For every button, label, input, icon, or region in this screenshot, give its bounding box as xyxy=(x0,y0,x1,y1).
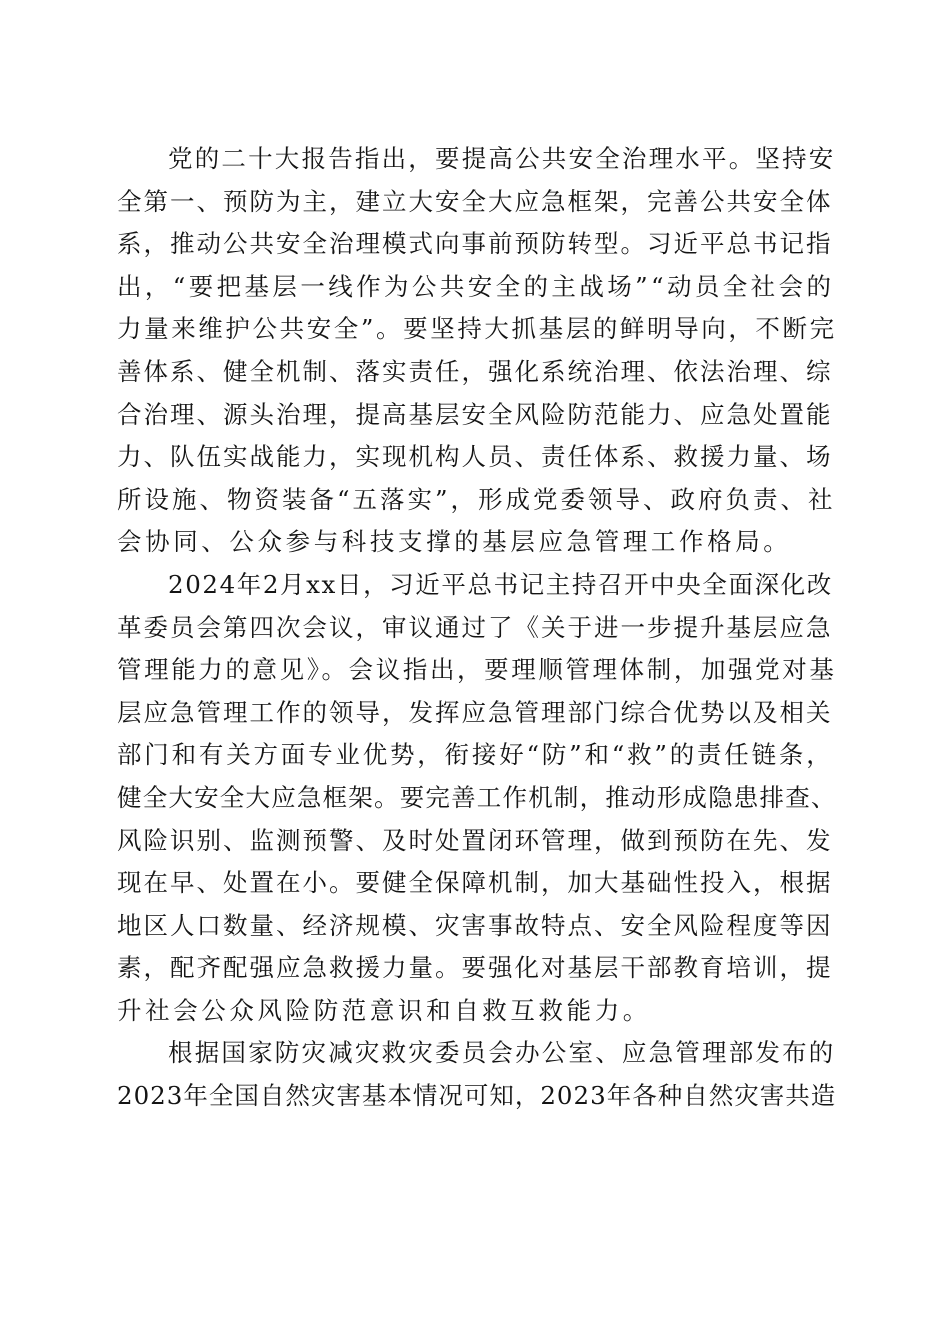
text-line: 2024年2月xx日，习近平总书记主持召开中央全面深化改 xyxy=(168,569,833,599)
text-line: 健全大安全大应急框架。要完善工作机制，推动形成隐患排查、 xyxy=(117,782,837,812)
paragraph xyxy=(117,138,837,564)
paragraph xyxy=(117,1032,837,1117)
text-line: 合治理、源头治理，提高基层安全风险防范能力、应急处置能 xyxy=(117,399,833,429)
text-line: 力、队伍实战能力，实现机构人员、责任体系、救援力量、场 xyxy=(117,442,833,472)
document-body xyxy=(117,138,837,1118)
text-line: 出，“要把基层一线作为公共安全的主战场”“动员全社会的 xyxy=(117,271,835,301)
text-line: 地区人口数量、经济规模、灾害事故特点、安全风险程度等因 xyxy=(117,910,833,940)
text-line: 系，推动公共安全治理模式向事前预防转型。习近平总书记指 xyxy=(117,229,833,259)
text-line: 素，配齐配强应急救援力量。要强化对基层干部教育培训，提 xyxy=(117,953,833,983)
text-line: 善体系、健全机制、落实责任，强化系统治理、依法治理、综 xyxy=(117,356,833,386)
text-line: 层应急管理工作的领导，发挥应急管理部门综合优势以及相关 xyxy=(117,697,833,727)
text-line: 会协同、公众参与科技支撑的基层应急管理工作格局。 xyxy=(117,527,792,557)
text-line: 管理能力的意见》。会议指出，要理顺管理体制，加强党对基 xyxy=(117,655,837,685)
text-line: 党的二十大报告指出，要提高公共安全治理水平。坚持安 xyxy=(168,144,836,173)
paragraph xyxy=(117,564,837,1033)
text-line: 2023年全国自然灾害基本情况可知，2023年各种自然灾害共造 xyxy=(117,1081,837,1111)
text-line: 力量来维护公共安全”。要坚持大抓基层的鲜明导向，不断完 xyxy=(117,314,837,344)
text-line: 全第一、预防为主，建立大安全大应急框架，完善公共安全体 xyxy=(117,186,833,216)
text-line: 风险识别、监测预警、及时处置闭环管理，做到预防在先、发 xyxy=(117,825,833,855)
text-line: 现在早、处置在小。要健全保障机制，加大基础性投入，根据 xyxy=(117,868,833,898)
text-line: 升社会公众风险防范意识和自救互救能力。 xyxy=(117,995,651,1025)
text-line: 所设施、物资装备“五落实”，形成党委领导、政府负责、社 xyxy=(117,484,836,514)
text-line: 革委员会第四次会议，审议通过了《关于进一步提升基层应急 xyxy=(117,612,833,642)
text-line: 部门和有关方面专业优势，衔接好“防”和“救”的责任链条， xyxy=(117,740,834,770)
text-line: 根据国家防灾减灾救灾委员会办公室、应急管理部发布的 xyxy=(168,1038,836,1068)
